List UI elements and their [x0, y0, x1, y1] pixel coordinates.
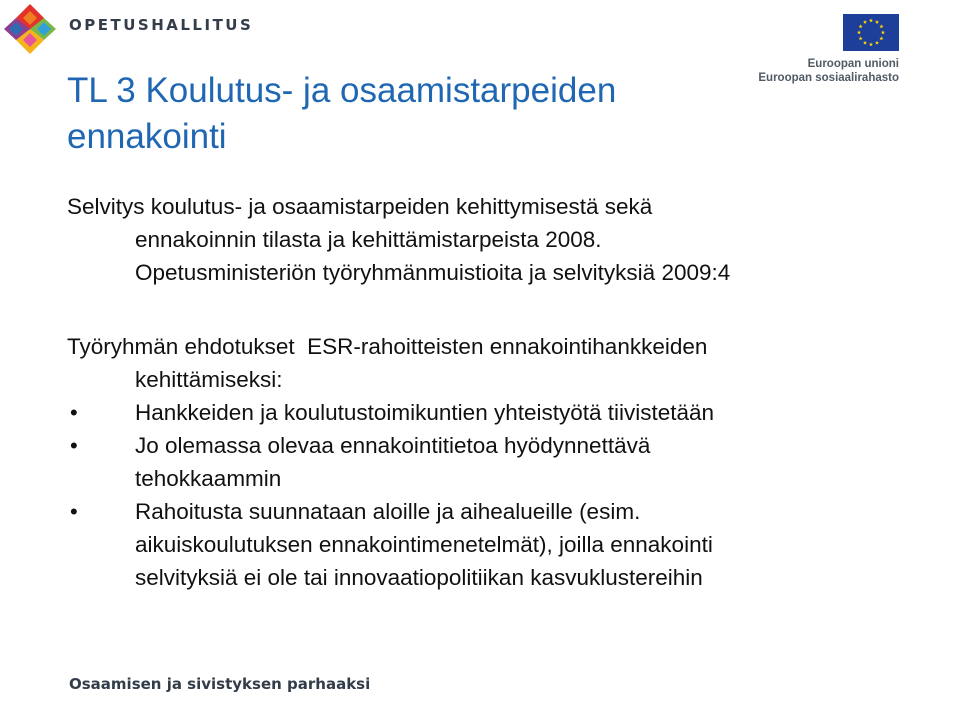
list-item: [67, 429, 927, 495]
slide-body: [67, 190, 927, 594]
bullet-1-line-1: Hankkeiden ja koulutustoimikuntien yhteistyötä tiivistetään: [135, 400, 715, 425]
slide-title: [67, 68, 827, 160]
eu-line-1: Euroopan unioni: [807, 58, 899, 70]
bullet-2-line-1: Jo olemassa olevaa ennakointitietoa hyödynnettävä: [135, 433, 651, 458]
title-line-2: ennakointi: [67, 117, 227, 156]
bullet-icon: •: [70, 433, 78, 458]
eu-line-2: Euroopan sosiaalirahasto: [758, 72, 899, 84]
intro-paragraph: [67, 190, 927, 289]
eu-flag-icon: [843, 14, 899, 51]
list-item: [67, 396, 927, 429]
intro-line-3: Opetusministeriön työryhmänmuistioita ja selvityksiä 2009:4: [135, 260, 731, 285]
list-item: [67, 495, 927, 594]
bullet-2-line-2: tehokkaammin: [135, 466, 282, 491]
logo-text: OPETUSHALLITUS: [69, 16, 254, 34]
bullet-3-line-3: selvityksiä ei ole tai innovaatiopolitiikan kasvuklustereihin: [135, 565, 703, 590]
proposals-line-1: Työryhmän ehdotukset ESR-rahoitteisten ennakointihankkeiden: [67, 334, 708, 359]
proposals-heading: [67, 330, 927, 396]
intro-line-2: ennakoinnin tilasta ja kehittämistarpeista 2008.: [135, 227, 602, 252]
diamond-logo-icon: [0, 0, 60, 58]
title-line-1: TL 3 Koulutus- ja osaamistarpeiden: [67, 71, 617, 110]
footer-slogan: Osaamisen ja sivistyksen parhaaksi: [69, 675, 371, 693]
proposal-list: [67, 396, 927, 594]
bullet-icon: •: [70, 400, 78, 425]
intro-line-1: Selvitys koulutus- ja osaamistarpeiden kehittymisestä sekä: [67, 194, 653, 219]
bullet-icon: •: [70, 499, 78, 524]
bullet-3-line-1: Rahoitusta suunnataan aloille ja aihealueille (esim.: [135, 499, 641, 524]
bullet-3-line-2: aikuiskoulutuksen ennakointimenetelmät), joilla ennakointi: [135, 532, 713, 557]
proposals-line-2: kehittämiseksi:: [135, 367, 283, 392]
